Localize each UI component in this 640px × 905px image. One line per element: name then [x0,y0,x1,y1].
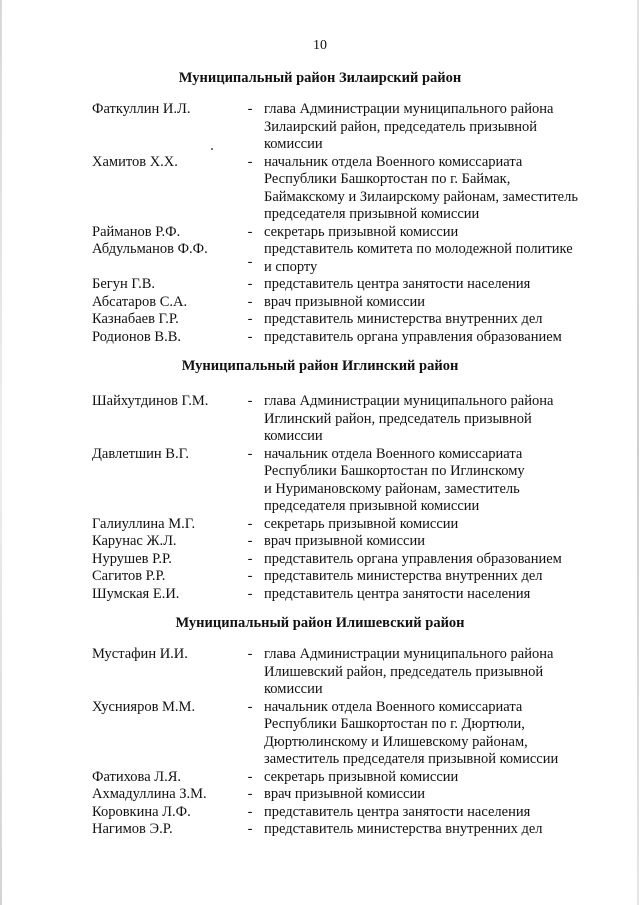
member-role: начальник отдела Военного комиссариата Республики Башкортостан по г. Баймак, Баймакскому и Зилаирскому районам, заместитель председателя призывной комиссии [264,153,578,222]
member-name: Родионов В.В. [92,328,181,345]
member-role: врач призывной комиссии [264,533,425,549]
member-name: Шайхутдинов Г.М. [92,393,209,409]
dash: - [247,698,253,715]
section-title-iglino: Муниципальный район Иглинский район [181,358,459,374]
page-number: 10 [313,38,327,53]
table-row [92,516,612,534]
member-role: представитель органа управления образованием [264,550,562,567]
table-row [92,804,612,822]
member-role: врач призывной комиссии [264,293,425,310]
table-row [92,393,612,446]
dash: - [247,311,253,327]
table-row [92,646,612,699]
section-title-ilishevo: Муниципальный район Илишевский район [175,615,465,631]
member-name: Галиуллина М.Г. [92,515,196,532]
dash: - [247,223,253,240]
member-name: Райманов Р.Ф. [92,223,181,240]
table-row [92,551,612,569]
member-name: Шумская Е.И. [92,585,180,602]
dash: - [247,821,253,837]
dash: - [247,515,253,532]
member-role: глава Администрации муниципального района Илишевский район, председатель призывной комиссии [264,646,554,697]
member-role: секретарь призывной комиссии [264,223,459,240]
dash: - [247,803,253,820]
table-row [92,241,612,276]
member-name: Нурушев Р.Р. [92,550,172,567]
member-role: представитель органа управления образованием [264,328,562,345]
member-name: Абсатаров С.А. [92,293,188,310]
member-role: начальник отдела Военного комиссариата Республики Башкортостан по г. Дюртюли, Дюртюлинскому и Илишевскому районам, заместитель председателя призывной комиссии [264,698,559,767]
section-title-zilair: Муниципальный район Зилаирский район [178,70,462,86]
member-name: Казнабаев Г.Р. [92,311,179,327]
table-row [92,699,612,769]
member-name: Бегун Г.В. [92,276,156,292]
member-role: глава Администрации муниципального района Зилаирский район, председатель призывной комиссии [264,101,554,152]
dash: - [247,768,253,785]
member-name: Карунас Ж.Л. [92,533,177,549]
member-role: представитель центра занятости населения [264,585,531,602]
member-name: Мустафин И.И. [92,646,188,662]
member-name: Фатихова Л.Я. [92,768,182,785]
dash: - [247,393,253,409]
member-role: врач призывной комиссии [264,786,425,802]
member-role: секретарь призывной комиссии [264,515,459,532]
member-role: глава Администрации муниципального района Иглинский район, председатель призывной комиссии [264,393,554,444]
member-role: представитель комитета по молодежной политике и спорту [264,241,573,275]
table-row [92,446,612,516]
table-row [92,586,612,604]
table-row [92,101,612,154]
table-row [92,821,612,839]
dash: - [247,254,253,270]
dash: - [247,646,253,662]
table-row [92,311,612,329]
member-name: Хуснияров М.М. [92,698,196,715]
dash: - [247,153,253,170]
table-row [92,533,612,551]
dash: - [247,328,253,345]
section-zilair-list [92,101,612,346]
member-name: Коровкина Л.Ф. [92,803,191,820]
table-row [92,786,612,804]
member-role: представитель министерства внутренних дел [264,568,543,584]
member-name: Фаткуллин И.Л. [92,101,191,117]
table-row [92,294,612,312]
dash: - [247,786,253,802]
member-name: Абдульманов Ф.Ф. [92,241,208,257]
dash: - [247,568,253,584]
table-row [92,224,612,242]
table-row [92,276,612,294]
dash: - [247,445,253,462]
member-role: представитель министерства внутренних дел [264,821,543,837]
table-row [92,329,612,347]
table-row [92,568,612,586]
scan-edge-right [637,0,639,905]
member-name: Ахмадуллина З.М. [92,786,207,802]
member-role: секретарь призывной комиссии [264,768,459,785]
member-role: представитель центра занятости населения [264,276,531,292]
dash: - [247,276,253,292]
member-name: Хамитов Х.Х. [92,153,178,170]
dash: - [247,585,253,602]
dash: - [247,533,253,549]
dash: - [247,550,253,567]
table-row [92,769,612,787]
dash: - [247,101,253,117]
member-role: представитель центра занятости населения [264,803,531,820]
table-row [92,154,612,224]
section-iglino-list [92,393,612,603]
dash: - [247,293,253,310]
member-name: Давлетшин В.Г. [92,445,189,462]
member-name: Нагимов Э.Р. [92,821,173,837]
section-ilishevo-list [92,646,612,839]
member-role: начальник отдела Военного комиссариата Республики Башкортостан по Иглинскому и Нуримановскому районам, заместитель председателя призывной комиссии [264,445,525,514]
scan-edge-left [0,0,2,905]
member-name: Сагитов Р.Р. [92,568,166,584]
member-role: представитель министерства внутренних дел [264,311,543,327]
